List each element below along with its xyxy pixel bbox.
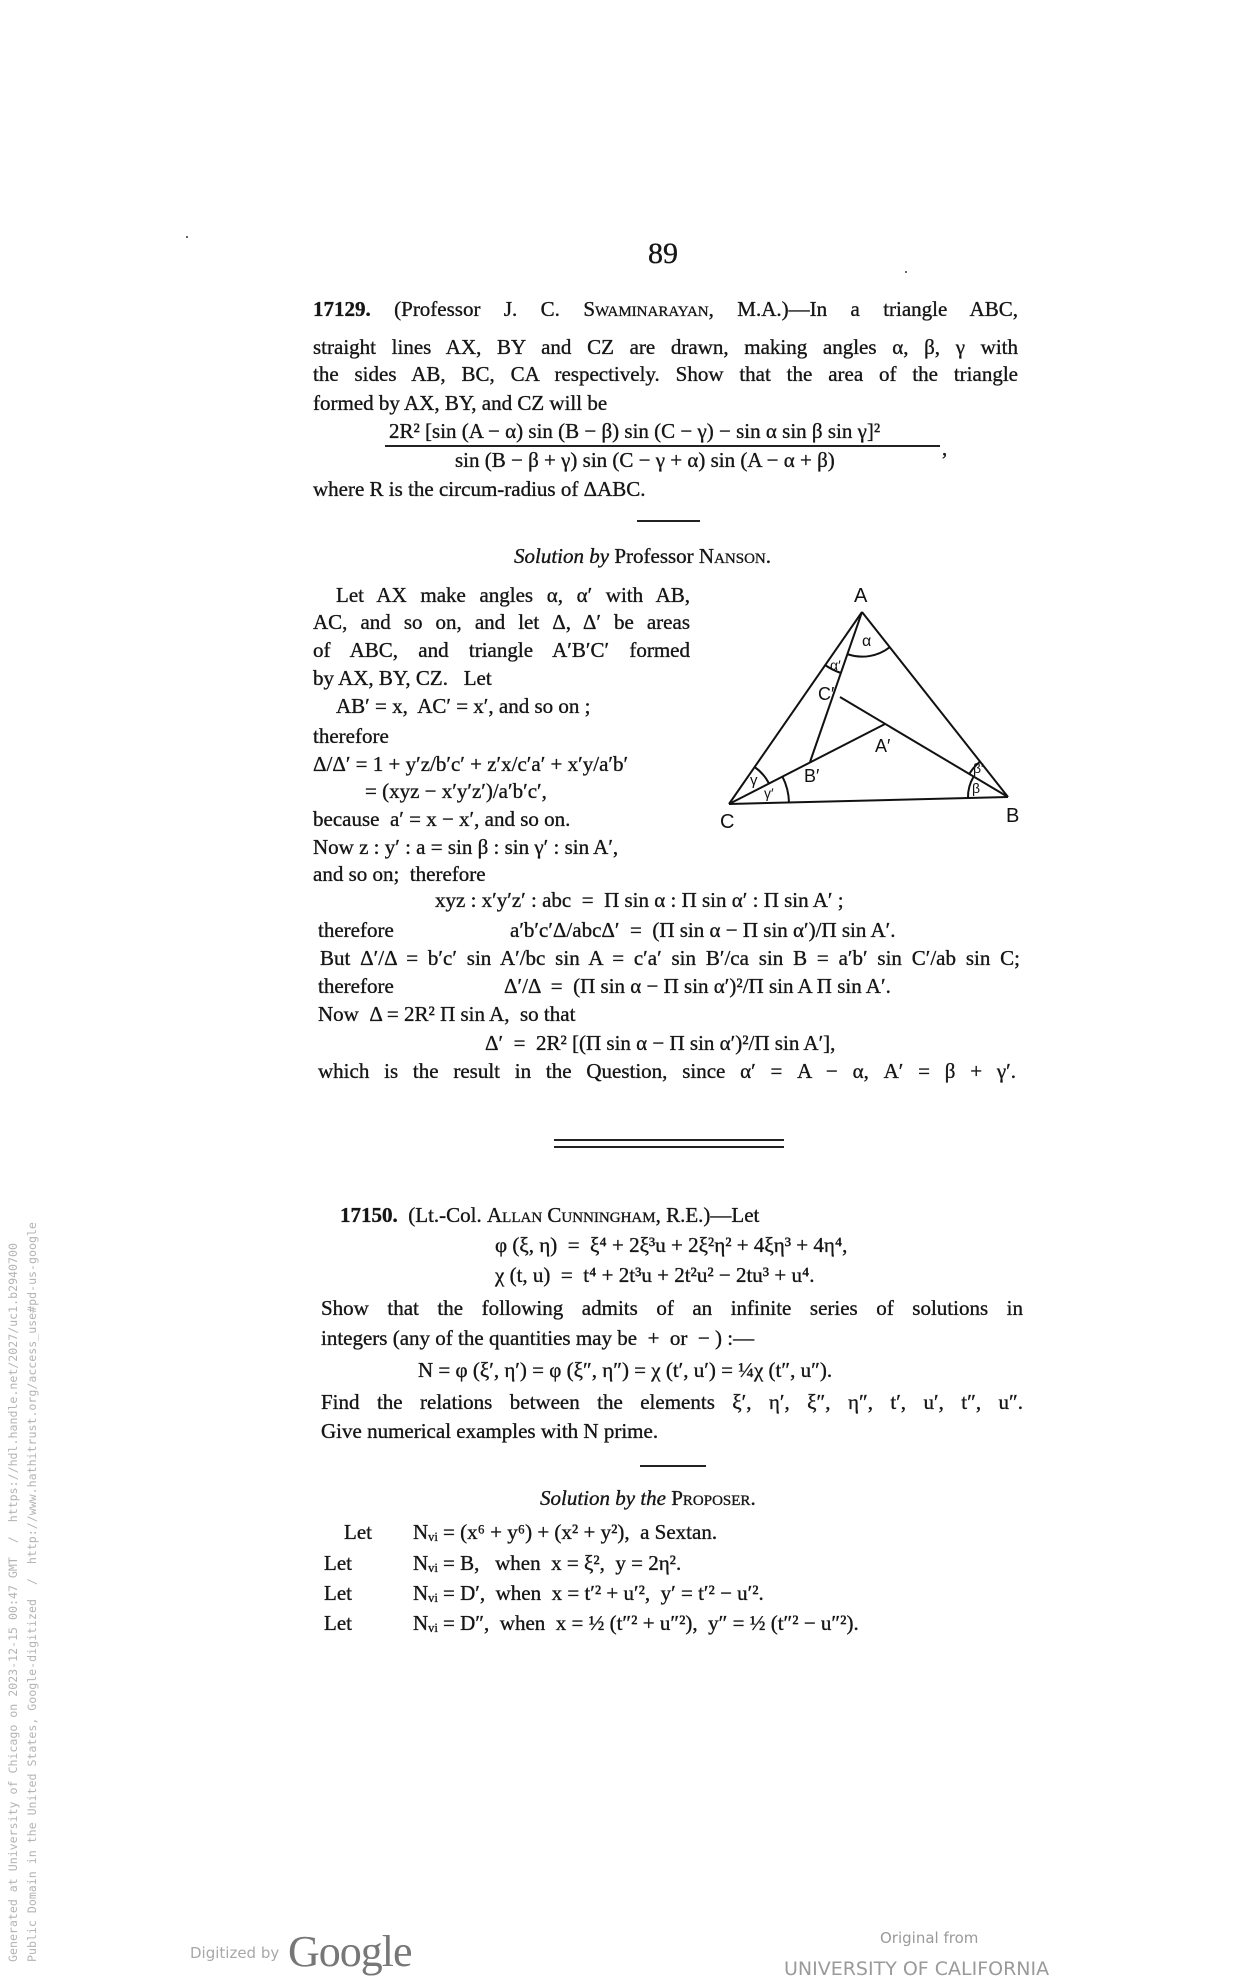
double-rule-top (554, 1139, 784, 1141)
question-text-line: Find the relations between the elements ξ′, η′, ξ″, η″, t′, u′, t″, u″. (321, 1390, 1023, 1414)
equation: xyz : x′y′z′ : abc = Π sin α : Π sin α′ : Π sin A′ ; (435, 888, 844, 912)
proposer-name: Allan Cunningham (487, 1203, 656, 1227)
let-label: Let (344, 1520, 372, 1544)
formula-numerator: 2R² [sin (A − α) sin (B − β) sin (C − γ) − sin α sin β sin γ]² (389, 419, 881, 443)
equation: Δ′/Δ = (Π sin α − Π sin α′)²/Π sin A Π sin A′. (504, 974, 891, 998)
solution-text-line: But Δ′/Δ = b′c′ sin A′/bc sin A = c′a′ sin B′/ca sin B = a′b′ sin C′/ab sin C; (320, 946, 1020, 970)
question-text-line: formed by AX, BY, and CZ will be (313, 391, 608, 415)
watermark-line-1: Generated at University of Chicago on 2023-12-15 00:47 GMT / https://hdl.handle.net/2027/uc1.b2940700 (6, 1243, 20, 1962)
angle-label-gamma: γ (750, 772, 758, 789)
solution-text-line: of ABC, and triangle A′B′C′ formed (313, 638, 690, 662)
solution-text-line: AC, and so on, and let Δ, Δ′ be areas (313, 610, 690, 634)
let-label: Let (324, 1581, 352, 1605)
angle-gamma1-arc (782, 777, 789, 803)
watermark-line-2: Public Domain in the United States, Google-digitized / http://www.hathitrust.org/access_use#pd-us-google (25, 1222, 39, 1962)
google-logo: Google (288, 1927, 412, 1976)
equation-chi: χ (t, u) = t⁴ + 2t³u + 2t²u² − 2tu³ + u⁴. (495, 1263, 815, 1287)
solution-equation: Nᵥᵢ = D′, when x = t′² + u′², y′ = t′² − u′². (413, 1581, 764, 1605)
question-17129-heading: 17129. (Professor J. C. Swaminarayan, M.A.)—In a triangle ABC, (313, 297, 1018, 321)
angle-label-alpha: α (862, 633, 872, 650)
section-rule (637, 520, 700, 522)
solution-equation: Nᵥᵢ = D″, when x = ½ (t″² + u″²), y″ = ½ (t″² − u″²). (413, 1611, 859, 1635)
scan-speck (905, 271, 907, 273)
equation: a′b′c′Δ/abcΔ′ = (Π sin α − Π sin α′)/Π sin A′. (510, 918, 896, 942)
solution-text-line: AB′ = x, AC′ = x′, and so on ; (336, 694, 591, 718)
solution-text-line: Δ/Δ′ = 1 + y′z/b′c′ + z′x/c′a′ + x′y/a′b′ (313, 752, 629, 776)
equation-n: N = φ (ξ′, η′) = φ (ξ″, η″) = χ (t′, u′) = ¼χ (t″, u″). (418, 1358, 833, 1382)
angle-label-beta1: β′ (973, 760, 984, 776)
equation: Δ′ = 2R² [(Π sin α − Π sin α′)²/Π sin A′], (485, 1031, 836, 1055)
access-watermark (4, 1222, 42, 1962)
proposer-name: Swaminarayan (583, 297, 709, 321)
double-rule-bottom (554, 1146, 784, 1148)
angle-label-alpha1: α′ (830, 657, 841, 673)
solution-text-line: Let AX make angles α, α′ with AB, (336, 583, 690, 607)
solution-text-line: Now Δ = 2R² Π sin A, so that (318, 1002, 576, 1026)
vertex-label-b: B (1006, 805, 1020, 827)
solution-text-line: therefore (318, 918, 394, 942)
solution-heading: Solution by Professor Nanson. (514, 544, 771, 568)
vertex-label-c1: C′ (818, 684, 835, 704)
formula-comma: , (942, 436, 948, 460)
solution-heading: Solution by the Proposer. (540, 1486, 756, 1510)
vertex-label-c: C (720, 811, 735, 830)
solution-equation: Nᵥᵢ = (x⁶ + y⁶) + (x² + y²), a Sextan. (413, 1520, 718, 1544)
solution-text-line: because a′ = x − x′, and so on. (313, 807, 571, 831)
vertex-label-a: A (854, 585, 868, 607)
triangle-diagram (700, 580, 1033, 830)
institution-label: UNIVERSITY OF CALIFORNIA (784, 1958, 1050, 1978)
scan-speck (186, 236, 188, 238)
question-text-line: Give numerical examples with N prime. (321, 1419, 659, 1443)
question-number: 17150. (340, 1203, 398, 1227)
question-17150-heading: 17150. (Lt.-Col. Allan Cunningham, R.E.)—Let (340, 1203, 760, 1227)
let-label: Let (324, 1611, 352, 1635)
question-text-line: Show that the following admits of an infinite series of solutions in (321, 1296, 1023, 1320)
solution-equation: Nᵥᵢ = B, when x = ξ², y = 2η². (413, 1551, 682, 1575)
equation-phi: φ (ξ, η) = ξ⁴ + 2ξ³u + 2ξ²η² + 4ξη³ + 4η⁴, (495, 1233, 848, 1257)
solution-text-line: which is the result in the Question, since α′ = A − α, A′ = β + γ′. (318, 1059, 1016, 1083)
formula-denominator: sin (B − β + γ) sin (C − γ + α) sin (A − α + β) (455, 448, 835, 472)
solution-text-line: therefore (318, 974, 394, 998)
side-ac (729, 612, 862, 804)
fraction-bar (385, 445, 940, 447)
vertex-label-b1: B′ (804, 766, 820, 786)
solution-text-line: Now z : y′ : a = sin β : sin γ′ : sin A′, (313, 835, 619, 859)
solution-text-line: therefore (313, 724, 389, 748)
question-text-line: integers (any of the quantities may be + or − ) :— (321, 1326, 755, 1350)
line-cz (729, 724, 885, 804)
question-text-line: the sides AB, BC, CA respectively. Show that the area of the triangle (313, 362, 1018, 386)
solution-text-line: by AX, BY, CZ. Let (313, 666, 492, 690)
page-number: 89 (648, 237, 678, 270)
question-text-line: straight lines AX, BY and CZ are drawn, making angles α, β, γ with (313, 335, 1018, 359)
side-ab (862, 612, 1008, 797)
question-number: 17129. (313, 297, 371, 321)
solution-text-line: = (xyz − x′y′z′)/a′b′c′, (365, 779, 547, 803)
let-label: Let (324, 1551, 352, 1575)
solution-text-line: and so on; therefore (313, 862, 486, 886)
section-rule (640, 1465, 706, 1467)
original-from-label: Original from (880, 1929, 979, 1947)
angle-label-gamma1: γ′ (764, 785, 774, 801)
line-by (840, 697, 1008, 797)
question-text-line: where R is the circum-radius of ΔABC. (313, 477, 646, 501)
digitized-by-label: Digitized by (190, 1944, 280, 1962)
vertex-label-a1: A′ (875, 736, 891, 756)
angle-label-beta: β (972, 780, 981, 796)
